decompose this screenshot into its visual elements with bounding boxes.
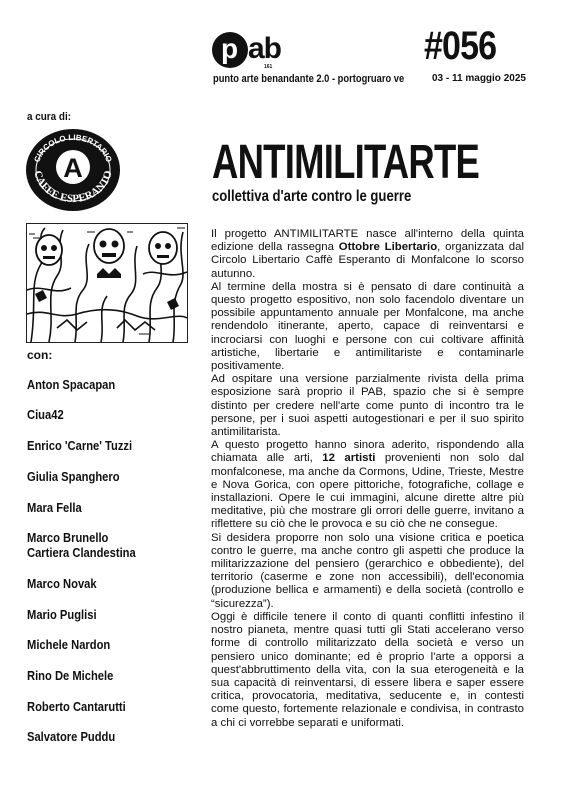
circolo-libertario-badge	[24, 127, 122, 213]
tagline: punto arte benandante 2.0 - portogruaro ve	[213, 73, 405, 85]
svg-text:CIRCOLO LIBERTARIO: CIRCOLO LIBERTARIO	[32, 132, 114, 164]
artist-name: Enrico 'Carne' Tuzzi	[27, 438, 133, 453]
artist-name: Ciua42	[27, 407, 64, 422]
svg-text:A: A	[63, 153, 83, 183]
artist-name: Marco Novak	[27, 576, 97, 591]
paragraph: Il progetto ANTIMILITARTE nasce all'interno della quinta edizione della rassegna Ottobre Libertario, organizzata dal Circolo Libertario Caffè Esperanto di Monfalcone lo scorso autunno.	[211, 228, 524, 280]
artist-name: Marco Brunello	[27, 530, 109, 545]
artist-name: Anton Spacapan	[27, 377, 116, 392]
exhibition-title: ANTIMILITARTE	[212, 136, 480, 189]
exhibition-subtitle: collettiva d'arte contro le guerre	[212, 188, 412, 205]
curated-by-label: a cura di:	[27, 111, 72, 123]
artwork-illustration	[26, 223, 188, 343]
paragraph: Si desidera proporre non solo una visione critica e poetica contro le guerre, ma anche contro gli aspetti che produce la militarizzazione del pensiero (gerarchico e obbediente), del territorio (caserme e zone non accessibili), dell'economia (produzione bellica e armamenti) e della società (controllo e “sicurezza”).	[211, 531, 524, 610]
paragraph: Al termine della mostra si è pensato di dare continuità a questo progetto espositivo, non solo facendolo diventare un possibile appuntamento annuale per Monfalcone, ma anche rendendolo itinerante, aperto, capace di reinventarsi e incrociarsi con luoghi e persone con cui coltivare affinità artistiche, libertarie e antimilitariste e contaminarle positivamente.	[211, 280, 524, 373]
svg-text:CAFFE ESPERANTO: CAFFE ESPERANTO	[31, 169, 115, 206]
artist-name: Roberto Cantarutti	[27, 699, 126, 714]
artist-name: Giulia Spanghero	[27, 469, 120, 484]
artist-name: Salvatore Puddu	[27, 729, 116, 744]
logo-ab: ab	[248, 32, 282, 65]
artist-name: Mara Fella	[27, 500, 82, 515]
highlight: 12 artisti	[322, 452, 376, 465]
pab-logo	[212, 32, 302, 72]
exhibition-dates: 03 - 11 maggio 2025	[432, 73, 526, 84]
issue-number: #056	[424, 24, 497, 68]
body-text	[211, 228, 524, 730]
paragraph: Ad ospitare una versione parzialmente rivista della prima esposizione sarà proprio il PAB, spazio che si è sempre distinto per credere nell'arte come punto di incontro tra le persone, per i suoi aspetti autogestionari e per il suo spirito antimilitarista.	[211, 373, 524, 439]
artist-name: Michele Nardon	[27, 637, 111, 652]
artist-name: Rino De Michele	[27, 668, 114, 683]
logo-number: 161	[264, 64, 273, 70]
artists-label: con:	[27, 348, 53, 362]
paragraph: Oggi è difficile tenere il conto di quanti conflitti infestino il nostro pianeta, mentre quasi tutti gli Stati accelerano verso forme di controllo militarizzato della società e verso un pensiero unico dominante; ed è proprio l'arte a opporsi a quest'abbruttimento della vita, con la sua eterogeneità e la sua capacità di reinventarsi, di essere libera e saper essere critica, provocatoria, meditativa, seducente e, in contesti come questo, fortemente relazionale e condivisa, in contrasto a chi ci vorrebbe separati e uniformati.	[211, 610, 524, 729]
artist-name: Cartiera Clandestina	[27, 545, 136, 560]
highlight: Ottobre Libertario	[338, 241, 438, 254]
paragraph: A questo progetto hanno sinora aderito, rispondendo alla chiamata alle arti, 12 artisti provenienti non solo dal monfalconese, ma anche da Cormons, Udine, Trieste, Mestre e Nova Gorica, con opere pittoriche, fotografiche, collage e installazioni. Opere le cui immagini, alcune dirette altre più meditative, più che mostrare gli orrori delle guerre, invitano a riflettere su ciò che le provoca e su ciò che ne consegue.	[211, 439, 524, 531]
logo-p: p	[221, 33, 239, 64]
artist-name: Mario Puglisi	[27, 607, 97, 622]
